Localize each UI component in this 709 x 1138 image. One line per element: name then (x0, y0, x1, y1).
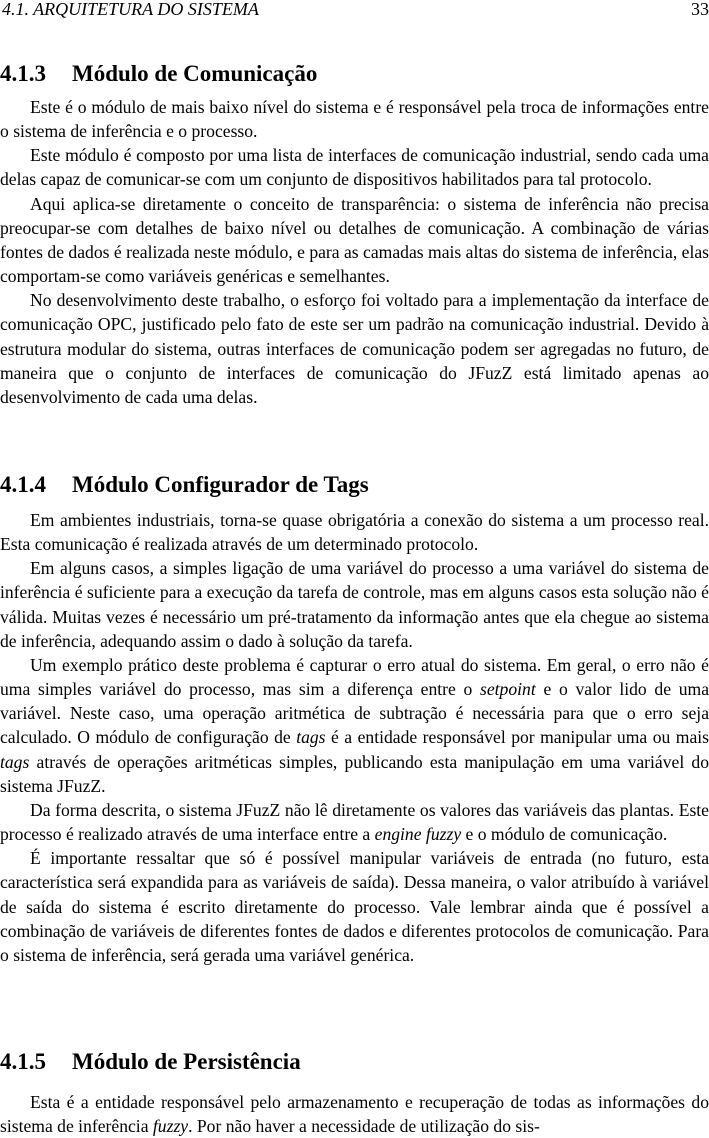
section-number: 4.1.5 (0, 1049, 46, 1074)
italic-term: tags (296, 727, 326, 748)
paragraph (0, 798, 709, 846)
paragraph (0, 1090, 709, 1138)
paragraph (0, 288, 709, 409)
paragraph (0, 143, 709, 191)
text-run: Este módulo é composto por uma lista de interfaces de comunicação industrial, sendo cada uma delas capaz de comunicar-se com um conjunto de dispositivos habilitados para tal protocolo. (0, 145, 709, 190)
section-body-modulo-comunicacao (0, 95, 709, 409)
text-run: Um exemplo prático deste problema é capturar o erro atual do sistema. Em geral, o erro não é uma simples variável do processo, mas sim a diferença entre o (0, 654, 709, 700)
paragraph (0, 556, 709, 653)
paragraph (0, 95, 709, 143)
italic-term: engine fuzzy (374, 824, 462, 845)
section-title: Módulo de Comunicação (72, 61, 318, 86)
text-run: Aqui aplica-se diretamente o conceito de transparência: o sistema de inferência não precisa preocupar-se com detalhes de baixo nível ou detalhes de comunicação. A combinação de várias fontes de dados é realizada neste módulo, e para as camadas mais altas do sistema de inferência, elas comportam-se como variáveis genéricas e semelhantes. (0, 193, 709, 287)
italic-term: fuzzy (152, 1116, 189, 1137)
section-heading-modulo-configurador-tags (0, 471, 369, 499)
paragraph (0, 846, 709, 967)
section-body-modulo-configurador-tags (0, 508, 709, 967)
section-title: Módulo Configurador de Tags (72, 472, 369, 497)
text-run: . Por não haver a necessidade de utilização do sis- (188, 1116, 540, 1137)
section-number: 4.1.4 (0, 472, 46, 497)
text-run: No desenvolvimento deste trabalho, o esforço foi voltado para a implementação da interface de comunicação OPC, justificado pelo fato de este ser um padrão na comunicação industrial. Devido à estrutura modular do sistema, outras interfaces de comunicação podem ser agregadas no futuro, de maneira que o conjunto de interfaces de comunicação do JFuzZ está limitado apenas ao desenvolvimento de cada uma delas. (0, 290, 709, 407)
paragraph (0, 653, 709, 798)
italic-term: tags (0, 751, 30, 772)
paragraph (0, 508, 709, 556)
text-run: e o módulo de comunicação. (461, 824, 668, 845)
text-run: Este é o módulo de mais baixo nível do sistema e é responsável pela troca de informações entre o sistema de inferência e o processo. (0, 97, 709, 142)
running-head-title: 4.1. ARQUITETURA DO SISTEMA (2, 0, 259, 19)
section-body-modulo-persistencia (0, 1090, 709, 1138)
text-run: através de operações aritméticas simples, publicando esta manipulação em uma variável do sistema JFuzZ. (0, 751, 709, 796)
text-run: e o valor lido de uma variável. Neste caso, uma operação aritmética de subtração é necessária para que o erro seja calculado. O módulo de configuração de (0, 679, 709, 748)
text-run: É importante ressaltar que só é possível manipular variáveis de entrada (no futuro, esta característica será expandida para as variáveis de saída). Dessa maneira, o valor atribuído à variável de saída do sistema é escrito diretamente do processo. Vale lembrar ainda que é possível a combinação de variáveis de diferentes fontes de dados e diferentes protocolos de comunicação. Para o sistema de inferência, será gerada uma variável genérica. (0, 848, 709, 965)
section-title: Módulo de Persistência (72, 1049, 301, 1074)
section-heading-modulo-comunicacao (0, 60, 317, 88)
page-number: 33 (691, 0, 709, 19)
text-run: Em alguns casos, a simples ligação de uma variável do processo a uma variável do sistema de inferência é suficiente para a execução da tarefa de controle, mas em alguns casos esta solução não é válida. Muitas vezes é necessário um pré-tratamento da informação antes que ela chegue ao sistema de inferência, adequando assim o dado à solução da tarefa. (0, 558, 709, 651)
section-number: 4.1.3 (0, 61, 46, 86)
paragraph (0, 192, 709, 289)
italic-term: setpoint (480, 679, 536, 700)
text-run: Da forma descrita, o sistema JFuzZ não lê diretamente os valores das variáveis das plantas. Este processo é realizado através de uma interface entre a (0, 799, 709, 845)
text-run: Em ambientes industriais, torna-se quase obrigatória a conexão do sistema a um processo real. Esta comunicação é realizada através de um determinado protocolo. (0, 510, 709, 555)
text-run: Esta é a entidade responsável pelo armazenamento e recuperação de todas as informações do sistema de inferência (0, 1092, 709, 1137)
text-run: é a entidade responsável por manipular uma ou mais (325, 727, 709, 748)
section-heading-modulo-persistencia (0, 1048, 301, 1076)
